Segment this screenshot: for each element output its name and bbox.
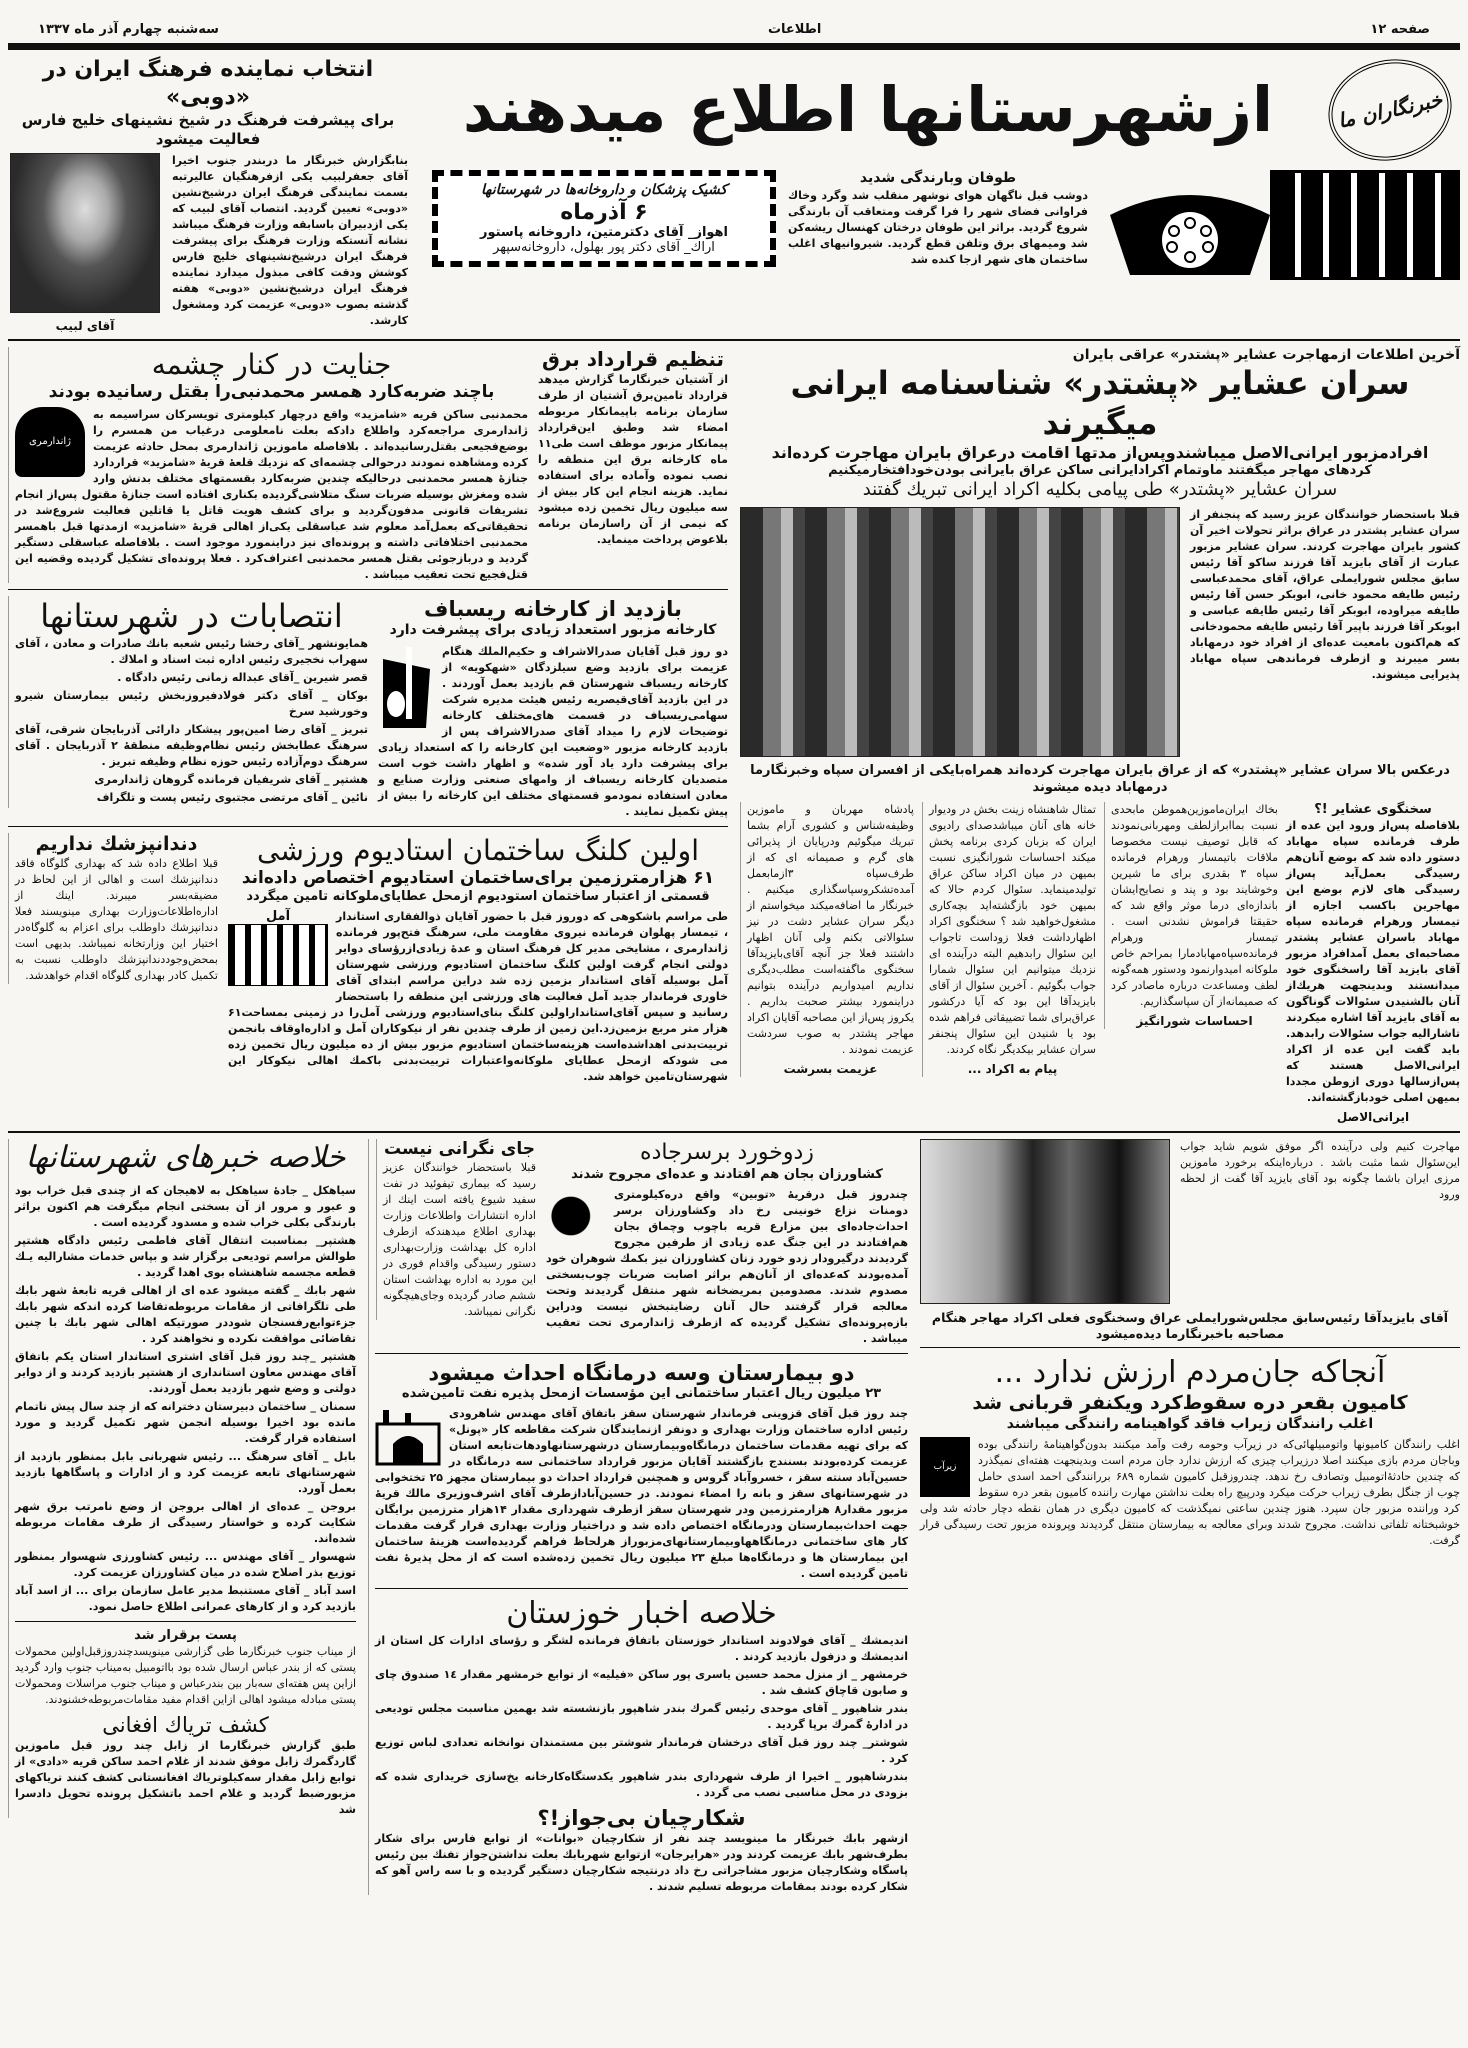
tribes-text-columns (740, 802, 1460, 1125)
lower-middle-stack (368, 1139, 908, 1895)
tribes-subhead-message: پیام به اکراد ... (967, 1061, 1058, 1076)
factory-title: بازدید از کارخانه ریسباف (424, 596, 682, 621)
dubai-title: انتخاب نماینده فرهنگ ایران در «دوبی» (42, 57, 374, 110)
telephone-wall-illustration (1100, 170, 1460, 290)
tribes-column-4 (740, 802, 914, 1077)
tribes-right-column: قبلا باستحضار خوانندگان عزیز رسید که پنجنفر از سران عشایر پشتدر در عراق براثر تحولات اخیر آن کشور بایران مهاجرت کردند. سران عشایر مزبور عبارت از آقای بایزید آقا فرزند ساکو آقا رئیس سابق مجلس شورایملی عراق، آقای محمدعباسی رئیس طایفه محمود خانی، ابوبکر حسن آقا رئیس طایفه میراوده، ابوبکر آقا رئیس طایفه عباسی و ابوبکر آقا فرزند باپیر آقا رئیس طایفه محمودخانی که هم‌اکنون بامعیت عده‌ای از افراد خود درمهاباد بسر میبرند و ازطرف فرماندهی سپاه مهاباد پذیرایی میشوند. (1190, 508, 1460, 682)
summary-item: بروجن _ عده‌ای از اهالی بروجن از وضع نامرتب برق شهر شکایت کرده و خواستار رسیدگی از طرف مقامات مربوطه شده‌اند. (15, 1499, 356, 1545)
amol-gate-illustration (228, 909, 328, 986)
oncall-line-1: اهواز_ آقای دکترمتین، داروخانه پاستور (479, 225, 729, 240)
truck-body: اغلب رانندگان کامیونها واتومبیلهائی‌که در زیرآب وحومه رفت وآمد میکنند بدون‌گواهینامهٔ رانندگی بوده وباجان مردم بازی میکنند اصلا درزیراب چیزی که ارزش ندارد جان مردم است وبدینجهت هفته‌ای نمیگذرد که چندین حادثهٔ‌اتومبیل وتصادف رخ ندهد. چندروزقبل کامیون شماره ۶۸۹ بررانندگی احمد اسدی حامل چوب از جنگل بطرف زیراب حرکت میکرد ودرپیچ راه بعلت نداشتن مهارت راننده کامیون بقعر دره سقوط کرد وراننده مزبور جان سپرد. هنوز چندین ساعتی نمیگذشت که کامیون دیگری در همان نقطه دچار حادثه شد ولی خوشبختانه تلفاتی نداشت. مجروح شدند وبرای معالجه به بیمارستان منتقل گردیدند وپرونده مزبور تحت رسیدگی قرار گرفت. (920, 1438, 1460, 1547)
tribes-subhead-sardasht: عزیمت بسرشت (783, 1061, 878, 1076)
header-date: سه‌شنبه چهارم آذر ماه ۱۳۳۷ (38, 22, 219, 37)
clash-title: زدوخورد برسرجاده (640, 1140, 814, 1165)
tribes-subhead-spokesman: سخنگوی عشایر !؟ (1314, 801, 1432, 817)
clash-article (546, 1139, 908, 1347)
tribes-col-3: تمثال شاهنشاه زینت بخش در ودیوار خانه های آنان میباشدصدای رادیوی ایران که بزبان کردی برنامه پخش میکند احساسات شورانگیزی نسبت بمیهن در میان اکراد ساکن عراق تولیدمینماید. سئوال کردم حالا که بمیهن خود بازگشته‌اید بچه‌کاری مشغول‌خواهید شد ؟ سخنگوی اکراد اظهارداشت فعلا زوداست تاجواب این سئوال رابدهیم البته درآینده ای نزدیك میتوانیم این سئوال شمارا جواب بگوئیم . آخرین سئوال از آقای بایزیدآقا این بود که آیا درکشور عراق‌برای شما تضییقاتی فراهم شده بود یا شنیدن این سئوال پنجنفر سران عشایر بیکدیگر نگاه کردند. (929, 802, 1096, 1056)
tribes-col-4: پادشاه مهربان و ماموزین وظیفه‌شناس و کشوری آرام بشما تبریك میگوئیم ودرپایان از پذیرائی های گرم و صمیمانه ای که از طرف‌سپاه ۳ازمابعمل آمده‌تشکروسپاسگذاری میکنیم . خبرنگار ما اضافه‌میکند میخواستم از دیگر سران عشایر دشت در نیز سئوالاتی بکنم ولی آنان اظهار داشتند فعلا جز آنچه آقای‌بایزیدآقا سخنگوی ماگفته‌است مطلب‌دیگری نداریم امیدواریم درآینده بتوانیم دراینمورد بیشتر صحبت بداریم . یکروز پس‌از این مصاحبه آقایان اکراد مهاجر پشتدر به صوب سردشت عزیمت نمودند . (747, 802, 914, 1056)
tribes-subhead-1: افرادمزبور ایرانی‌الاصل میباشندوپس‌از مدتها اقامت درعراق بایران مهاجرت کرده‌اند (771, 442, 1429, 462)
opium-title: کشف تریاك افغانی (102, 1712, 269, 1737)
tribes-kicker: آخرین اطلاعات ازمهاجرت عشایر «پشتدر» عراقی بایران (1072, 346, 1460, 363)
appointments-article (8, 596, 368, 808)
appointments-title: انتصابات در شهرستانها (40, 596, 343, 635)
clash-body: چندروز قبل درقریهٔ «توبین» واقع دره‌کیلومتری دومنات نزاع خونینی رخ داد وکشاورزان برسر احداث‌جاده‌ای بین مزارع قریه باچوب وچماق بجان هم‌افتادند در این جنگ عده زیادی از طرفین مجروح گردیدند درگیرودار زدو خورد زنان کشاورزان نیز بکمك شوهران خود آمده‌بودند که‌عده‌ای از آنان‌هم براثر اصابت ضربات چوب‌بسختی مصدوم شدند. مصدومین بمریضخانه شهر منتقل گردیدند وتحت معالجه قرار گرفتند حال آنان رضایتبخش نیست ودراین بازه‌پرونده‌ای تشکیل گردیده که ازطرف ژاندارمری تحت تعقیب میباشد . (546, 1187, 908, 1345)
appointment-item: همایونشهر _آقای رخشا رئیس شعبه بانك صادرات و معادن ، آقای سهراب نخجیری رئیس اداره ثبت اسناد و املاك . (15, 636, 368, 666)
tribes-subhead-origin: ایرانی‌الاصل (1336, 1110, 1410, 1124)
lower-right-stack (920, 1139, 1460, 1549)
stadium-body: طی مراسم باشکوهی که دوروز قبل با حضور آقایان ذوالفقاری استاندار ، تیمسار پهلوان فرمانده نیروی مقاومت ملی، سرهنگ فتح‌پور فرمانده ژاندارمری ، مشایخی مدیر کل فرهنگ استان و عدهٔ زیادی‌ازرؤسای دوایر دولتی انجام گرفت اولین کلنگ ساختمان استادیوم ورزشی شهرستان آمل بوسیله آقای استاندار بزمین زده شد دراین مراسم ابتدای آقای خاوری فرماندار جدید آمل فعالیت های ورزشی این منطقه را باستحضار رسانید و سپس آقای‌استاندار‌اولین کلنگ بنای‌استادیوم ورزشی آمل‌را در زمینی بمساحت۶۱ هزار متر مربع بزمین‌زد.این زمین از طرف چندین نفر از نیکوکاران آمل و اداره‌اوقاف بانجمن تربیت‌بدنی اهداشده‌است هزینه‌ساختمان استادیوم مزبور بیش از ده میلیون ریال تخمین زده می شودکه ازمحل عطایای ملوکانه‌واعتبارات تربیت‌بدنی باکمك اهالی نیکوکار این شهرستان‌تامین خواهد شد. (228, 910, 728, 1083)
khuzestan-article (375, 1595, 908, 1801)
masthead (420, 56, 1460, 164)
tribes-col-1: بلافاصله پس‌از ورود این عده از طرف فرمانده سپاه مهاباد دستور داده شد که بوضع آنان‌هم رسیدگی بعمل‌آید پس‌از رسیدگی های لازم بوضع این مهاجرین باکسب اجازه از تیمسار ورهرام فرمانده سپاه مهاباد باسران عشایر پشتدر مصاحبه‌ای بعمل آمدافراد مزبور آقای بایزید آقا راسخنگوی خود میدانستند وبدینجهت هریك‌از آنان بالشنیدن سئوالات گوناگون به آقای بایزید آقا اشاره میکردند تاشارالیه جواب سئوالات رابدهد. باید گفت این عده از اکراد ایرانی‌الاصل هستند که پس‌ازسالها دوری ازوطن مجددا بمیهن اصلی خودبازگشته‌اند. (1286, 819, 1460, 1104)
page-header (8, 0, 1460, 43)
clash-subtitle: کشاورزان بجان هم افتادند و عده‌ای مجروح شدند (571, 1166, 883, 1182)
hospitals-title: دو بیمارستان وسه درمانگاه احداث میشود (428, 1360, 855, 1385)
amol-stamp-text: آمل (265, 909, 291, 924)
masthead-title: ازشهرستانها اطلاع میدهند (462, 73, 1274, 147)
tribes-column-2 (1104, 802, 1278, 1029)
stadium-subhead-1: ۶۱ هزارمترزمین برای‌ساختمان استادیوم اختصاص داده‌اند (241, 867, 715, 888)
oncall-title: کشیک پزشکان و داروخانه‌ها در شهرستانها (480, 182, 728, 198)
hospitals-article (375, 1360, 908, 1583)
summary-item: هشتپر_ بمناسبت انتقال آقای فاطمی رئیس دادگاه هشتپر طوالش مراسم تودیعی برگزار شد و بپاس خدمات مشارالیه یـك قطعه مجسمه شاهنشاه بوی اهدا گردید . (15, 1233, 356, 1279)
oncall-box (432, 170, 776, 267)
hospitals-body: چند روز قبل آقای قزوینی فرماندار شهرستان سقز باتفاق آقای مهندس شاهرودی رئیس اداره ساختمان وزارت بهداری و دونفر ازنمایندگان شرکت مقاطعه کار «پونل» که برای تهیه مقدمات ساختمان درمانگاه‌وبیمارستان درشهرستانهاو‌دهات‌تابعه استان عزیمت کرده‌بودند بسنندج بازگشتند آقایان مزبور قرارداد ساختمانی سه درمانگاه در حسین‌آباد سنته سقز ، خسروآباد گروس و همچنین قرارداد احداث دو بیمارستان مجهز ۲۵ تختخوابی در شهرستانهای سقز و بانه را امضاء نمودند. در حسین‌آبادازطرف آقای اشرف‌وزیری مالك قریهٔ مزبور مقدار۸ هزارمترزمین ودر شهرستان سقز ازطرف شهرداری مقدار ۱۴هزار مترزمین برایگان جهت احداث‌بیمارستان ودرمانگاه اختصاص داده شد و دراختیار وزارت بهداری قرار گرفت مقدمات کار های ساختمانی درمانگاهها‌وبیمارستانهای‌مزبوراز هرلحاظ فراهم گردیده‌است هزینهٔ ساختمان این بیمارستان ها و درمانگاه‌ها مبلغ ۲۳ میلیون ریال تخمین زده‌شده است که از محل پذیرهٔ نفت تامین گردیده است . (375, 1407, 909, 1581)
factory-article (378, 596, 728, 820)
storm-title: طوفان وبارندگی شدید (859, 170, 1017, 186)
dubai-portrait-photo (10, 153, 160, 313)
electricity-title: تنظیم قرارداد برق (541, 346, 725, 371)
appointment-item: نائین _ آقای مرتضی مجتبوی رئیس پست و تلگراف (96, 790, 368, 804)
noworry-title: جای نگرانی نیست (384, 1139, 535, 1159)
spokesman-row (920, 1139, 1460, 1304)
masthead-area (420, 56, 1460, 290)
appointment-item: بوکان _ آقای دکتر فولادفیروزبخش رئیس بیمارستان شیرو وخورشید سرخ (15, 688, 368, 718)
khuzestan-item: خرمشهر _ از منزل محمد حسین یاسری پور ساکن «فیلیه» از توابع خرمشهر مقدار ۱٤ صندوق چای و صابون قاچاق کشف شد . (375, 1667, 909, 1697)
crime-body: محمدنبی ساکن قریه «شامزید» واقع درچهار کیلومتری تویسرکان سراسیمه به ژاندارمری مراجعه‌کرد واطلاع داد‌که بعلت نامعلومی درغیاب من همسرم را بوضع‌فجیعی بقتل‌رسانیده‌اند . بلافاصله ماموزین ژاندارمری بمحل حادثه عزیمت کرده ومشاهده نمودند درحوالی چشمه‌ای که نزدیك قلعهٔ قریهٔ «شامزید» قراردارد جنازهٔ همسر محمدنبی درحالیکه چندین ضربه‌کارد بقسمتهای مختلف بدنش وارد شده ومغزش بوسیله ضربات سنگ متلاشی‌گردیده بکناری افتاده است جنازهٔ مقتول پس‌از انجام تشریفات قانونی مدفون‌گردید و برای کشف هویت قاتل یا قاتلین فعالیت شروع‌شد در تحقیقاتی‌که بعمل‌آمد معلوم شد عباسقلی یکی‌از اهالی قریهٔ «شامزید» ازمدتها قبل باهمسر محمدنبی اختلافاتی داشته و پرونده‌ای نیز دراینمورد موجود است . بلافاصله عباسقلی دستگیر گردید و دربازجوئی بقتل همسر محمدنبی اعتراف‌کرد . فعلا پرونده‌ای تشکیل گردیده وقضیه این قتل‌فجیع تحت تعقیب میباشد . (15, 407, 528, 581)
khuzestan-item: اندیمشك _ آقای فولادوند استاندار خوزستان باتفاق فرمانده لشگر و رؤسای ادارات کل استان از اندیمشك و دزفول بازدید کردند . (375, 1633, 908, 1663)
factory-subtitle: کارخانه مزبور استعداد زیادی برای پیشرفت دارد (389, 622, 717, 638)
tribes-subhead-3: سران عشایر «پشتدر» طی پیامی بکلیه اکراد ایرانی تبریك گفتند (862, 478, 1338, 500)
masthead-subrow (420, 170, 1460, 290)
crime-subtitle: باچند ضربه‌کارد همسر محمدنبی‌را بقتل رسانیده بودند (48, 381, 495, 402)
brick-wall-illustration (1270, 170, 1460, 280)
gendarmerie-illustration (15, 407, 85, 477)
masthead-logo (1319, 48, 1461, 172)
tribes-subhead-2: کردهای مهاجر میگفتند ماوتمام اکرادایرانی ساکن عراق بایرانی بودن‌خودافتخارمیکنیم (828, 462, 1372, 478)
tribes-right-lower: مهاجرت کنیم ولی درآینده اگر موفق شویم شاید جواب این‌سئوال شما مثبت باشد . درباره‌اینکه برخورد ماموزین مرزی ایران باشما چگونه بود آقای بایزید آقا گفت از لحظه ورود (1180, 1140, 1460, 1201)
section-divider (375, 1353, 908, 1354)
middle-band (8, 347, 1460, 1126)
dubai-photo-caption: آقای لبیب (55, 318, 115, 333)
spokesman-interview-photo (920, 1139, 1170, 1304)
masthead-logo-text: خبرنگاران ما (1335, 87, 1445, 133)
fighting-farmers-illustration (546, 1187, 608, 1245)
storm-body: دوشب قبل ناگهان هوای نوشهر منقلب شد وگرد وخاك فراوانی فضای شهر را فرا گرفت ومتعاقب آن بارندگی شروع گردید. براثر این طوفان درختان کهنسال ریشه‌کن شد ومیمهای برق وتلفن قطع گردید. شیروانیهای اغلب ساختمان های شهر ازجا کنده شد (788, 188, 1088, 266)
electricity-body: از آشتیان خبرنگارما گزارش میدهد قرارداد تامین‌برق آشتیان از طرف سازمان برنامه باپیمانکار مربوطه امضاء شد وطبق این‌قرارداد پیمانکار مزبور موظف است طی۱۱ ماه کارخانه برق این منطقه را نصب نموده وآماده برای استفاده نماید. هزینه انجام این کار بیش از سه میلیون ریال تخمین زده میشود که نیمی از آن راسازمان برنامه بلاعوض پرداخت مینماید. (538, 372, 728, 546)
tribes-headline: سران عشایر «پشتدر» شناسنامه ایرانی میگیرند (790, 363, 1410, 442)
section-divider (15, 1621, 356, 1622)
tribes-column-1 (1286, 802, 1460, 1125)
tribes-group-photo (740, 507, 1180, 757)
ziraab-stamp-text: زیرآب (933, 1462, 957, 1472)
summary-item: شهسوار _ آقای مهندس ... رئیس کشاورزی شهسوار بمنظور توزیع بذر اصلاح شده در میان کشاورزان عزیمت کرد. (15, 1549, 356, 1579)
dubai-photo-block (10, 153, 160, 333)
tribes-photo-row (740, 507, 1460, 757)
section-divider (375, 1588, 908, 1589)
top-band (8, 56, 1460, 333)
summary-item: شهر بابك _ گفته میشود عده ای از اهالی قریه تابعهٔ شهر بابك طی تلگرافاتی از مقامات مربوطه‌تقاضا کرده اندکه شهر بابك جزء‌توابع‌رفسنجان شوددر صورتیکه اهالی شهر بابك با چنین تقاضائی موافقت نکرده و نخواهند کرد . (15, 1283, 356, 1345)
dentist-title: دندانپزشك نداریم (35, 832, 198, 855)
tribes-article (740, 347, 1460, 1126)
section-divider (8, 589, 728, 590)
truck-headline: آنجاکه جان‌مردم ارزش ندارد ... (994, 1355, 1386, 1391)
middle-left-stack (8, 347, 728, 1086)
storm-article (788, 170, 1088, 268)
hunters-title: شکارچیان بی‌جواز!؟ (537, 1805, 746, 1830)
lower-band (8, 1139, 1460, 1895)
header-rule (8, 43, 1460, 50)
stadium-article (228, 833, 728, 1086)
mosque-minaret-icon (378, 644, 434, 730)
crime-title: جنایت در کنار چشمه (151, 347, 392, 381)
tribes-col-2: بخاك ایران‌ماموزین‌هموطن مابحدی نسبت بماابرازلطف ومهربانی‌نمودند که قابل توصیف نیست مخصوصا ملاقات باتیمسار ورهرام فرمانده سپاه ۳ بقدری برای ما شیرین وخوشایند بود و پند و نصایح‌ایشان باندازه‌ای درما موثر واقع شد که حقیقتا فراموش نشدنی است . تیمسار ورهرام فرمانده‌سپاه‌مهابادمارا بمراحم خاص ملوکانه امیدوارنمود ودستور همه‌گونه لطف ومساعدت درباره ماصادر کرد که صمیمانه‌از آن سپاسگذاریم. (1111, 802, 1278, 1008)
tribes-photo-caption: درعکس بالا سران عشایر «پشتدر» که از عراق بایران مهاجرت کرده‌اند همراه‌بایکی از افسران سپاه وخبرنگارما درمهاباد دیده میشوند (750, 763, 1450, 795)
header-page-number: صفحه ۱۲ (1370, 22, 1430, 37)
hunters-article (375, 1805, 908, 1895)
khuzestan-item: بندرشاهپور _ اخیرا از طرف شهرداری بندر شاهپور یکدستگاه‌کارخانه یخ‌سازی خریداری شده که بزودی در محل مناسبی نصب می گردد . (375, 1769, 908, 1799)
section-divider (8, 826, 728, 827)
hunters-body: ازشهر بابك خبرنگار ما مینویسد چند نفر از شکارچیان «بوانات» از توابع فارس برای شکار بطرف‌شهر بابك عزیمت کردند ودر «هرایرجان» ازتوابع شهربابك بعلت نداشتن‌جواز تفنك بین رئیس پاسگاه وشکارچیان مزبور مشاجراتی رخ داد درنتیجه شکارچیان دستگیر گردیده و با سه راس آهو که شکار کرده بودند بمقامات مربوطه تسلیم شدند . (375, 1832, 908, 1893)
electricity-article (538, 347, 728, 548)
khuzestan-item: بندر شاهپور _ آقای موحدی رئیس گمرك بندر شاهپور بازنشسته شد بهمین مناسبت مجلس تودیعی در ادارهٔ گمرك برپا گردید . (375, 1701, 908, 1731)
factory-body: دو روز قبل آقایان صدرالاشراف و حکیم‌الملك هنگام عزیمت برای بازدید وضع سیلزدگان «شهکویه» از کارخانه ریسباف شهرستان قم بازدید بعمل آوردند . در این بازدید آقای‌قیصریه رئیس هیئت مدیره شرکت سهامی‌ریسباف در قسمت های‌مختلف کارخانه توضیحات لازم را میداد آقای صدرالاشراف پس از بازدید کارخانه مزبور «وضعیت این کارخانه را که استعداد زیادی برای پیشرفت دارد یاد آور شده» و اظهار داشت خوب است متصدیان کارخانه ریسباف از وامهای صنعتی وزارت صنایع و معادن استفاده نمودمو قسمتهای مختلف این کارخانه را بیش از پیش تکمیل نمایند . (378, 644, 728, 818)
dubai-content (8, 153, 408, 333)
post-title: پست برقرار شد (134, 1627, 237, 1643)
dubai-article (8, 56, 408, 333)
oncall-line-2: اراك_ آقای دکتر پور بهلول، داروخانه‌سپهر (493, 240, 715, 255)
spokesman-photo-caption: آقای بایزیدآقا رئیس‌سابق مجلس‌شورایملی عراق وسخنگوی فعلی اکراد مهاجر هنگام مصاحبه باخبرنگارما دیده‌میشود (931, 1310, 1449, 1341)
dentist-article (8, 833, 218, 985)
amol-gate-drawing (228, 924, 328, 986)
tribes-column-3 (922, 802, 1096, 1077)
appointment-item: قصر شیرین _آقای عبداله زمانی رئیس دادگاه . (117, 670, 368, 684)
dubai-subtitle: برای پیشرفت فرهنگ در شیخ نشینهای خلیج فارس فعالیت میشود (21, 111, 395, 148)
summary-title: خلاصه خبرهای شهرستانها (25, 1140, 346, 1175)
tribes-subhead-emotions: احساسات شورانگیز (1136, 1013, 1253, 1028)
truck-subhead-1: کامیون بقعر دره سقوط‌کرد ویکنفر قربانی شد (972, 1391, 1408, 1414)
truck-subhead-2: اغلب رانندگان زیراب فاقد گواهینامه رانندگی میباشند (1006, 1415, 1374, 1432)
band-divider (8, 1131, 1460, 1133)
middle-left-row-1 (8, 347, 728, 583)
stadium-title: اولین کلنگ ساختمان استادیوم ورزشی (257, 833, 699, 867)
khuzestan-title: خلاصه اخبار خوزستان (506, 1596, 777, 1632)
summary-item: اسد آباد _ آقای مستنبط مدیر عامل سازمان برای ... از اسد آباد بازدید کرد و از کارهای عمرانی اطلاع حاصل نمود. (15, 1583, 356, 1613)
summary-item: سیاهکل _ جادهٔ سیاهکل به لاهیجان که از چندی قبل خراب بود و عبور و مرور از آن بسختی انجام میگرفت هم اکنون براثر بارندگی بکلی خراب شده و مسدود گردیده است . (15, 1183, 356, 1229)
dubai-body: بنابگزارش خبرنگار ما دربندر جنوب اخیرا آقای جعفرلبیب یکی ازفرهنگیان عالیرتبه بسمت نمایندگی فرهنگ ایران درشیخ‌نشین «دوبی» تعیین گردید. انتصاب آقای لبیب که یکی ازدبیران باسابقه وزارت فرهنگ میباشد نشانه آنستکه وزارت فرهنگ برای پیشرفت فرهنگ ایران درشیخ‌نشینهای خلیج فارس کوشش ودقت کافی مبذول میدارد نماینده فرهنگ ایران درشیخ‌نشین «دوبی» هفته گذشته بصوب «دوبی» عزیمت کرد ومشغول کارشد. (172, 153, 408, 327)
header-paper-name: اطلاعات (767, 22, 822, 37)
gendarmerie-stamp-text: ژاندارمری (29, 436, 71, 448)
hospital-building-icon (375, 1406, 441, 1466)
section-divider (920, 1347, 1460, 1348)
oncall-date: ۶ آذرماه (560, 200, 648, 225)
appointment-item: هشتپر _ آقای شریفیان فرمانده گروهان ژاندارمری (94, 772, 368, 786)
noworry-article (376, 1139, 536, 1320)
summary-item: بابل _ آقای سرهنگ ... رئیس شهربانی بابل بمنظور بازدید از شهرستانهای تابعه عزیمت کرد و از ادارات و پاسگاهها بازدید بعمل آورد. (15, 1449, 356, 1495)
summary-item: سمنان _ ساختمان دبیرستان دخترانه که از چند سال پیش ناتمام مانده بود اخیرا بوسیله انجمن شهر تکمیل گردید و مورد استفاده قرار گرفت. (15, 1399, 356, 1445)
band-divider (8, 339, 1460, 341)
appointment-item: تبریز _ آقای رضا امین‌پور پیشکار دارائی آذربایجان شرقی، آقای سرهنگ عطابخش رئیس نظام‌وظیفه منطقهٔ ۲ آذربایجان . آقای سرهنگ دوم‌آزاده رئیس حوزه نظام وظیفه تبریز . (15, 722, 368, 768)
hospitals-subtitle: ۲۳ میلیون ریال اعتبار ساختمانی این مؤسسات ازمحل پذیره نفت تامین‌شده (401, 1386, 882, 1401)
crime-article (8, 347, 528, 583)
lower-middle-row-1 (375, 1139, 908, 1347)
ziraab-stamp-illustration (920, 1437, 970, 1497)
middle-left-row-3 (8, 833, 728, 1086)
post-body: از میناب جنوب خبرنگارما طی گزارشی مینویسدچندروزقبل‌اولین محمولات پستی که از بندر عباس ارسال شده بود بااتومبیل به‌میناب جنوب وارد گردید ازاین پس هفته‌ای سه‌بار بین بندرعباس و میناب جنوب مراسلات ومحمولات پستی مبادله میشود اهالی ازاین اقدام مفید مقامات‌مربوطه‌خشنودند. (15, 1644, 356, 1706)
khuzestan-item: شوشتر_ چند روز قبل آقای درخشان فرماندار شوشتر بین مستمندان نوانخانه تعدادی لباس توزیع کرد . (375, 1735, 908, 1765)
dentist-body: قبلا اطلاع داده شد که بهداری گلوگاه فاقد دندانپزشك است و اهالی از این لحاظ در مضیقه‌بسر میبرند. اینك از اداره‌اطلاعات‌وزارت بهداری مینویسند فعلا دندانپزشك داوطلب برای اعزام به گلوگاه‌در اختیار این وزارتخانه نمیباشد. بدیهی است بمحض‌وجود‌دندانپزشك داوطلب نسبت به تکمیل کادر بهداری گلوگاه اقدام خواهدشد. (15, 857, 218, 983)
stadium-subhead-2: قسمتی از اعتبار ساختمان استودیوم ازمحل عطایای‌ملوکانه تامین میگردد (246, 888, 710, 904)
opium-body: طبق گزارش خبرنگارما از زابل چند روز قبل ماموزین گاردگمرك زابل موفق شدند از غلام احمد ساکن قریه «دادی» از توابع زابل مقدار سه‌کیلوتریاك افغانستانی کشف کنند تریاکهای مزبورضبط گردید و غلام احمد باتشکیل پرونده تحویل دادسرا شد (15, 1739, 356, 1816)
lower-left-stack (8, 1139, 356, 1818)
summary-item: هشتپر _چند روز قبل آقای اشتری استاندار استان یکم باتفاق آقای مهندس معاون استانداری از هشتپر بازدید کردند و از دوایر دولتی و وضع شهر بازدید بعمل آوردند. (15, 1349, 356, 1395)
telephone-icon (1100, 175, 1280, 285)
middle-left-row-2 (8, 596, 728, 820)
noworry-body: قبلا باستحضار خوانندگان عزیز رسید که بیماری تیفوئید در نفت سفید شیوع یافته است اینك از اداره انتشارات واطلاعات وزارت بهداری اطلاع میدهندکه ازطرف اداره کل بهداشت وزارت‌بهداری دستور رسیدگی واقدام فوری در این مورد به اداره بهداشت استان ششم صادر گردیده وجای‌هیچگونه نگرانی نمیباشد. (383, 1161, 536, 1319)
